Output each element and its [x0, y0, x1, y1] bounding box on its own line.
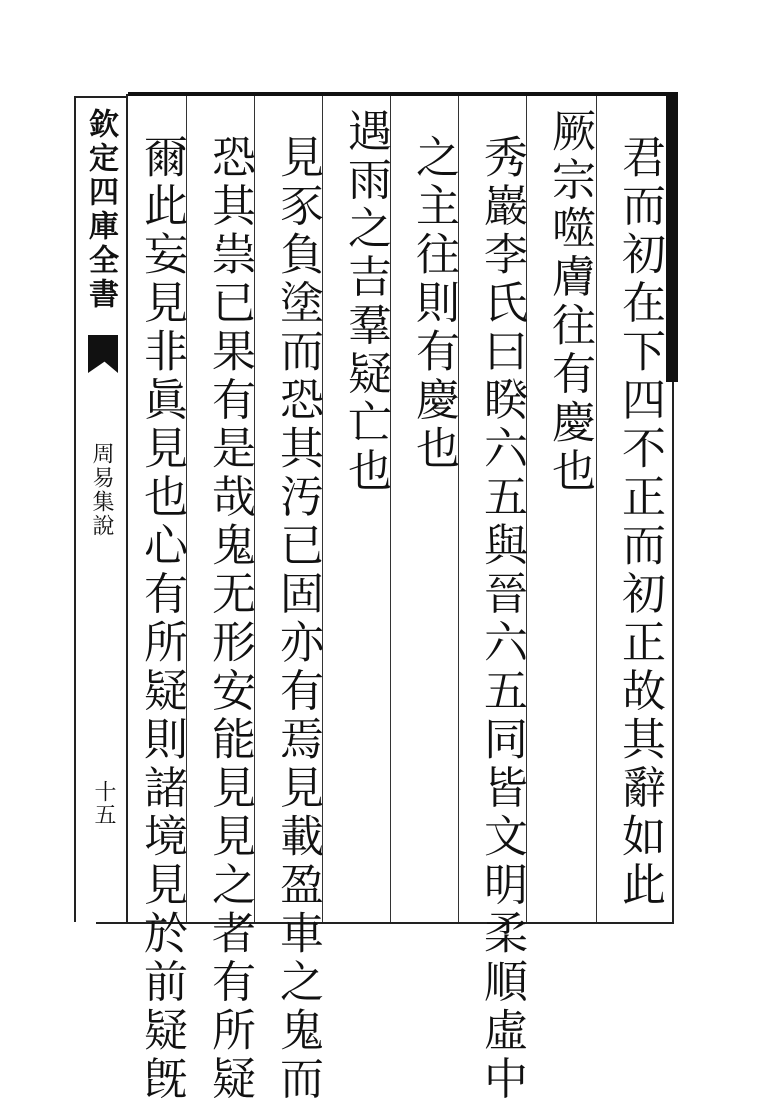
fish-tail-mark	[88, 335, 118, 373]
text-column-4: 之主往則有慶也	[408, 134, 459, 474]
text-column-5: 遇雨之吉羣疑亡也	[340, 108, 391, 496]
frame-top-border	[128, 92, 676, 96]
text-column-8: 爾此妄見非眞見也心有所疑則諸境見於前疑旣	[136, 134, 187, 1104]
text-column-2: 厥宗噬膚往有慶也	[544, 108, 595, 496]
banxin-top-border	[74, 96, 128, 98]
frame-right-border-thin	[672, 382, 674, 922]
frame-left-border	[126, 94, 128, 924]
banxin-collection-title: 欽定四庫全書	[83, 108, 118, 312]
text-column-3: 秀巖李氏曰睽六五與晉六五同皆文明柔順虛中	[476, 134, 527, 1104]
text-column-1: 君而初在下四不正而初正故其辭如此	[614, 134, 665, 910]
banxin-left-border	[74, 96, 76, 922]
text-column-6: 見豕負塗而恐其汚已固亦有焉見載盈車之鬼而	[272, 134, 323, 1104]
banxin-page-number: 十五	[91, 780, 116, 826]
banxin-book-title: 周易集說	[89, 442, 114, 538]
text-column-7: 恐其祟已果有是哉鬼无形安能見見之者有所疑	[204, 134, 255, 1104]
